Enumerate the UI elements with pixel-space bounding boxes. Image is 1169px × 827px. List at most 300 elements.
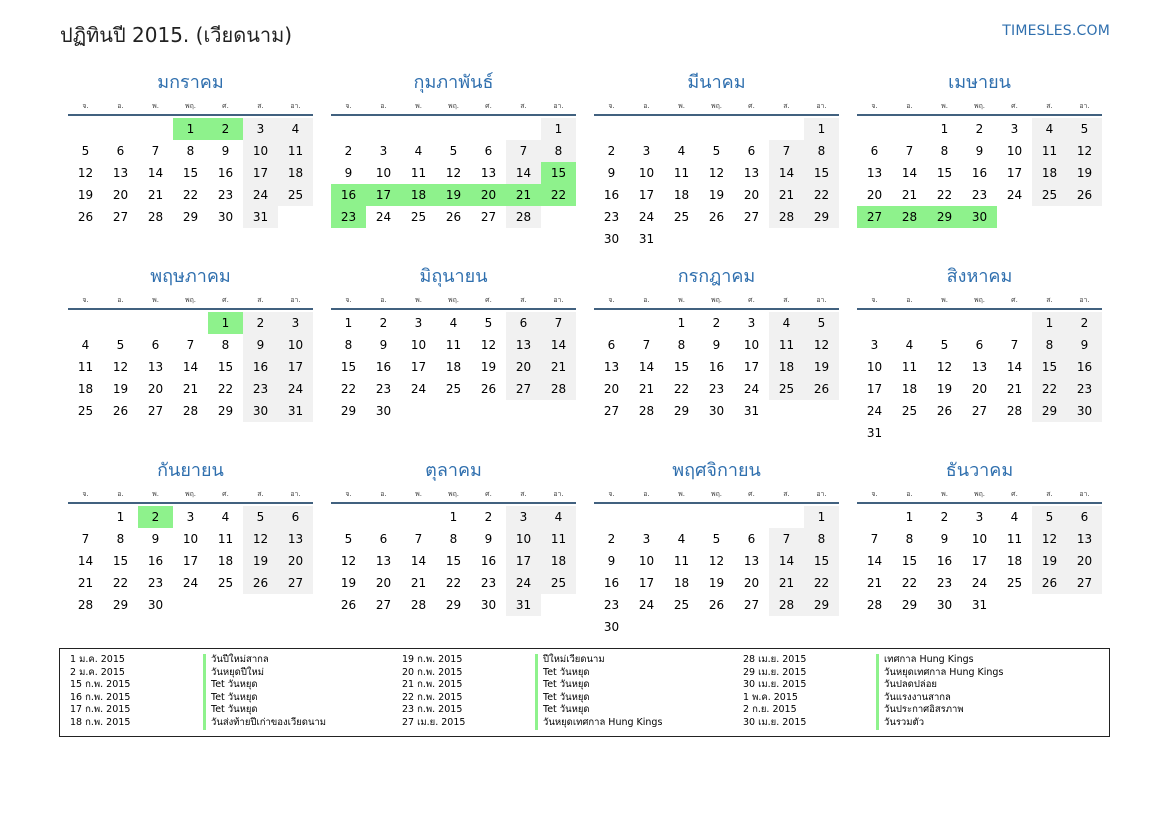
- day-cell: 8: [221, 338, 230, 352]
- weekday-label: พฤ.: [973, 296, 986, 304]
- weekday-label: จ.: [82, 296, 89, 304]
- day-cell: 18: [901, 382, 918, 396]
- day-cell: 24: [243, 184, 278, 206]
- day-cell: 20: [603, 382, 620, 396]
- day-cell: 10: [638, 554, 655, 568]
- header-divider: [331, 114, 576, 116]
- day-cell: 20: [971, 382, 988, 396]
- day-cell: 26: [936, 404, 953, 418]
- holiday-day-cell: 21: [506, 184, 541, 206]
- empty-cell: [769, 118, 804, 140]
- day-cell: 7: [870, 532, 879, 546]
- empty-cell: [629, 118, 664, 140]
- day-cell: 18: [445, 360, 462, 374]
- day-cell: 30: [217, 210, 234, 224]
- day-cell: 3: [414, 316, 423, 330]
- day-cell: 14: [901, 166, 918, 180]
- header-divider: [594, 308, 839, 310]
- day-cell: 12: [708, 166, 725, 180]
- page-title: ปฏิทินปี 2015. (เวียดนาม): [60, 23, 293, 47]
- day-cell: 11: [410, 166, 427, 180]
- weekday-label: ศ.: [748, 102, 755, 110]
- day-cell: 21: [1006, 382, 1023, 396]
- day-cell: 30: [375, 404, 392, 418]
- weekday-label: อ.: [643, 296, 650, 304]
- day-cell: 12: [1032, 528, 1067, 550]
- weekday-label: พฤ.: [447, 490, 460, 498]
- day-cell: 16: [217, 166, 234, 180]
- holiday-row: [70, 704, 326, 717]
- header-divider: [857, 114, 1102, 116]
- day-cell: 11: [673, 166, 690, 180]
- weekday-label: ศ.: [748, 490, 755, 498]
- weekday-header: [331, 488, 576, 500]
- weekday-label: ศ.: [485, 490, 492, 498]
- header-divider: [857, 308, 1102, 310]
- holiday-name: วันประกาศอิสรภาพ: [876, 704, 964, 717]
- day-cell: 12: [112, 360, 129, 374]
- day-cell: 5: [804, 312, 839, 334]
- day-cell: 4: [1032, 118, 1067, 140]
- month-3: [594, 70, 839, 250]
- weekday-label: ส.: [520, 102, 527, 110]
- weekday-label: พฤ.: [447, 102, 460, 110]
- day-cell: 25: [541, 572, 576, 594]
- day-cell: 15: [804, 162, 839, 184]
- day-cell: 22: [1032, 378, 1067, 400]
- empty-cell: [857, 312, 892, 334]
- weekday-label: อา.: [816, 490, 827, 498]
- day-cell: 9: [975, 144, 984, 158]
- weekday-label: พฤ.: [710, 296, 723, 304]
- weekday-label: ศ.: [1011, 490, 1018, 498]
- empty-cell: [892, 118, 927, 140]
- day-cell: 26: [1067, 184, 1102, 206]
- day-cell: 6: [870, 144, 879, 158]
- day-cell: 28: [769, 594, 804, 616]
- day-cell: 27: [112, 210, 129, 224]
- weekday-label: อ.: [643, 490, 650, 498]
- day-cell: 5: [243, 506, 278, 528]
- weekday-label: ศ.: [222, 490, 229, 498]
- holiday-name: ปีใหม่เวียดนาม: [535, 654, 605, 667]
- day-cell: 10: [182, 532, 199, 546]
- day-cell: 15: [112, 554, 129, 568]
- day-cell: 6: [484, 144, 493, 158]
- day-cell: 2: [344, 144, 353, 158]
- day-cell: 3: [642, 532, 651, 546]
- month-name: สิงหาคม: [946, 266, 1013, 287]
- day-cell: 2: [940, 510, 949, 524]
- weekday-header: [331, 294, 576, 306]
- holiday-day-cell: 30: [962, 206, 997, 228]
- day-cell: 13: [971, 360, 988, 374]
- day-cell: 19: [1067, 162, 1102, 184]
- day-cell: 28: [182, 404, 199, 418]
- month-name: ตุลาคม: [425, 460, 482, 481]
- day-cell: 10: [971, 532, 988, 546]
- weekday-label: พ.: [678, 102, 685, 110]
- day-cell: 22: [804, 184, 839, 206]
- day-cell: 8: [940, 144, 949, 158]
- day-cell: 7: [541, 312, 576, 334]
- weekday-label: อา.: [1079, 296, 1090, 304]
- empty-cell: [962, 312, 997, 334]
- day-cell: 16: [243, 356, 278, 378]
- day-cell: 9: [607, 166, 616, 180]
- day-cell: 19: [708, 188, 725, 202]
- day-cell: 10: [278, 334, 313, 356]
- day-cell: 5: [449, 144, 458, 158]
- weekday-label: อา.: [816, 296, 827, 304]
- month-name: พฤษภาคม: [150, 266, 231, 287]
- day-cell: 24: [506, 572, 541, 594]
- site-link[interactable]: TIMESLES.COM: [1002, 23, 1110, 39]
- day-cell: 19: [112, 382, 129, 396]
- day-cell: 7: [905, 144, 914, 158]
- holiday-row: [402, 667, 662, 680]
- weekday-label: ส.: [257, 490, 264, 498]
- day-cell: 27: [506, 378, 541, 400]
- empty-cell: [594, 312, 629, 334]
- holiday-name: วันหยุดปีใหม่: [203, 667, 264, 680]
- day-cell: 18: [673, 188, 690, 202]
- day-cell: 27: [480, 210, 497, 224]
- day-cell: 21: [769, 184, 804, 206]
- day-cell: 4: [449, 316, 458, 330]
- day-cell: 10: [638, 166, 655, 180]
- holiday-date: 17 ก.พ. 2015: [70, 704, 131, 716]
- weekday-label: จ.: [608, 296, 615, 304]
- holiday-name: Tet วันหยุด: [535, 704, 590, 717]
- empty-cell: [103, 312, 138, 334]
- holiday-name: วันปลดปล่อย: [876, 679, 937, 692]
- day-cell: 24: [410, 382, 427, 396]
- day-cell: 22: [217, 382, 234, 396]
- day-cell: 26: [1032, 572, 1067, 594]
- weekday-label: พ.: [415, 102, 422, 110]
- day-cell: 15: [936, 166, 953, 180]
- day-cell: 2: [243, 312, 278, 334]
- month-name: พฤศจิกายน: [672, 460, 761, 481]
- empty-cell: [401, 118, 436, 140]
- weekday-label: อ.: [643, 102, 650, 110]
- day-cell: 26: [804, 378, 839, 400]
- day-cell: 25: [410, 210, 427, 224]
- day-cell: 16: [375, 360, 392, 374]
- weekday-label: ศ.: [222, 102, 229, 110]
- weekday-header: [857, 488, 1102, 500]
- day-grid: [857, 312, 1102, 444]
- day-grid: [68, 118, 313, 228]
- weekday-header: [594, 100, 839, 112]
- day-cell: 11: [1032, 140, 1067, 162]
- day-cell: 6: [379, 532, 388, 546]
- day-cell: 3: [1010, 122, 1019, 136]
- holiday-day-cell: 1: [208, 312, 243, 334]
- month-name: มกราคม: [157, 72, 224, 93]
- weekday-header: [857, 100, 1102, 112]
- month-11: [594, 458, 839, 638]
- day-cell: 15: [673, 360, 690, 374]
- day-cell: 3: [278, 312, 313, 334]
- day-cell: 23: [603, 210, 620, 224]
- holiday-date: 28 เม.ย. 2015: [743, 654, 807, 665]
- day-cell: 28: [769, 206, 804, 228]
- empty-cell: [138, 312, 173, 334]
- day-cell: 26: [708, 598, 725, 612]
- weekday-label: พ.: [152, 102, 159, 110]
- day-grid: [594, 312, 839, 422]
- day-cell: 13: [375, 554, 392, 568]
- day-cell: 25: [278, 184, 313, 206]
- holiday-day-cell: 29: [927, 206, 962, 228]
- day-cell: 8: [116, 532, 125, 546]
- day-cell: 23: [375, 382, 392, 396]
- weekday-label: อ.: [380, 102, 387, 110]
- day-cell: 5: [344, 532, 353, 546]
- weekday-label: ส.: [520, 490, 527, 498]
- day-cell: 26: [708, 210, 725, 224]
- weekday-label: ส.: [783, 490, 790, 498]
- day-cell: 14: [541, 334, 576, 356]
- day-cell: 15: [340, 360, 357, 374]
- day-cell: 9: [712, 338, 721, 352]
- weekday-label: อ.: [117, 102, 124, 110]
- day-cell: 2: [379, 316, 388, 330]
- holiday-name: วันส่งท้ายปีเก่าของเวียดนาม: [203, 717, 326, 730]
- day-cell: 2: [975, 122, 984, 136]
- holiday-date: 30 เม.ย. 2015: [743, 679, 807, 691]
- day-cell: 5: [484, 316, 493, 330]
- holiday-row: [743, 654, 1003, 667]
- weekday-label: ส.: [1046, 490, 1053, 498]
- day-cell: 6: [1067, 506, 1102, 528]
- day-cell: 25: [673, 598, 690, 612]
- day-cell: 12: [340, 554, 357, 568]
- month-name: มีนาคม: [687, 72, 746, 93]
- holiday-date: 1 พ.ค. 2015: [743, 691, 798, 703]
- day-cell: 22: [901, 576, 918, 590]
- empty-cell: [769, 506, 804, 528]
- weekday-header: [857, 294, 1102, 306]
- day-cell: 22: [936, 188, 953, 202]
- day-cell: 1: [804, 506, 839, 528]
- holiday-row: [70, 679, 326, 692]
- weekday-label: พฤ.: [710, 490, 723, 498]
- day-cell: 22: [804, 572, 839, 594]
- month-10: [331, 458, 576, 616]
- day-cell: 27: [147, 404, 164, 418]
- day-grid: [857, 506, 1102, 616]
- day-cell: 2: [607, 144, 616, 158]
- weekday-label: จ.: [608, 102, 615, 110]
- day-cell: 25: [445, 382, 462, 396]
- empty-cell: [401, 506, 436, 528]
- holiday-name: Tet วันหยุด: [203, 704, 258, 717]
- holiday-row: [402, 717, 662, 730]
- day-cell: 4: [221, 510, 230, 524]
- day-cell: 29: [182, 210, 199, 224]
- day-cell: 15: [1032, 356, 1067, 378]
- day-cell: 30: [147, 598, 164, 612]
- empty-cell: [997, 312, 1032, 334]
- day-cell: 8: [1032, 334, 1067, 356]
- header-divider: [857, 502, 1102, 504]
- day-cell: 5: [116, 338, 125, 352]
- holiday-date: 30 เม.ย. 2015: [743, 716, 807, 728]
- day-cell: 7: [506, 140, 541, 162]
- day-grid: [331, 506, 576, 616]
- day-cell: 12: [77, 166, 94, 180]
- day-cell: 25: [673, 210, 690, 224]
- day-cell: 27: [1067, 572, 1102, 594]
- day-cell: 11: [278, 140, 313, 162]
- day-cell: 21: [638, 382, 655, 396]
- holiday-row: [70, 654, 326, 667]
- day-cell: 20: [743, 576, 760, 590]
- day-cell: 12: [1067, 140, 1102, 162]
- day-cell: 27: [971, 404, 988, 418]
- weekday-label: อา.: [553, 296, 564, 304]
- day-cell: 19: [1032, 550, 1067, 572]
- holiday-row: [402, 692, 662, 705]
- empty-cell: [436, 118, 471, 140]
- holiday-date: 1 ม.ค. 2015: [70, 654, 125, 665]
- weekday-label: พ.: [152, 490, 159, 498]
- empty-cell: [927, 312, 962, 334]
- weekday-header: [68, 100, 313, 112]
- day-cell: 24: [375, 210, 392, 224]
- weekday-label: อ.: [117, 296, 124, 304]
- holiday-date: 23 ก.พ. 2015: [402, 704, 463, 716]
- empty-cell: [366, 506, 401, 528]
- weekday-header: [68, 294, 313, 306]
- empty-cell: [594, 118, 629, 140]
- empty-cell: [734, 118, 769, 140]
- day-cell: 30: [603, 620, 620, 634]
- day-cell: 31: [743, 404, 760, 418]
- day-cell: 26: [480, 382, 497, 396]
- day-cell: 29: [217, 404, 234, 418]
- weekday-label: พ.: [941, 296, 948, 304]
- day-cell: 18: [77, 382, 94, 396]
- day-cell: 3: [870, 338, 879, 352]
- weekday-label: ศ.: [485, 296, 492, 304]
- day-cell: 1: [1032, 312, 1067, 334]
- day-cell: 24: [743, 382, 760, 396]
- day-cell: 5: [712, 532, 721, 546]
- empty-cell: [331, 118, 366, 140]
- day-cell: 12: [936, 360, 953, 374]
- holiday-name: เทศกาล Hung Kings: [876, 654, 974, 667]
- day-cell: 29: [804, 594, 839, 616]
- holiday-row: [402, 679, 662, 692]
- weekday-label: พ.: [941, 490, 948, 498]
- day-cell: 22: [182, 188, 199, 202]
- day-cell: 11: [445, 338, 462, 352]
- day-cell: 12: [708, 554, 725, 568]
- weekday-label: ส.: [783, 102, 790, 110]
- holiday-day-cell: 18: [401, 184, 436, 206]
- day-cell: 28: [638, 404, 655, 418]
- holiday-column-3: [743, 654, 1003, 730]
- day-cell: 31: [506, 594, 541, 616]
- month-name: กันยายน: [157, 460, 224, 481]
- day-cell: 13: [480, 166, 497, 180]
- day-cell: 17: [410, 360, 427, 374]
- day-cell: 8: [186, 144, 195, 158]
- weekday-label: ศ.: [1011, 102, 1018, 110]
- day-cell: 3: [642, 144, 651, 158]
- weekday-label: อา.: [816, 102, 827, 110]
- day-cell: 24: [278, 378, 313, 400]
- day-cell: 21: [866, 576, 883, 590]
- holiday-date: 19 ก.พ. 2015: [402, 654, 463, 665]
- day-cell: 28: [541, 378, 576, 400]
- day-cell: 18: [217, 554, 234, 568]
- day-cell: 19: [804, 356, 839, 378]
- day-cell: 23: [147, 576, 164, 590]
- day-cell: 23: [480, 576, 497, 590]
- empty-cell: [331, 506, 366, 528]
- day-cell: 2: [1067, 312, 1102, 334]
- day-cell: 18: [1032, 162, 1067, 184]
- day-cell: 26: [445, 210, 462, 224]
- day-cell: 23: [243, 378, 278, 400]
- day-cell: 15: [804, 550, 839, 572]
- header-divider: [331, 308, 576, 310]
- holiday-date: 29 เม.ย. 2015: [743, 666, 807, 678]
- day-cell: 10: [1006, 144, 1023, 158]
- weekday-header: [594, 488, 839, 500]
- day-cell: 3: [379, 144, 388, 158]
- header-divider: [68, 502, 313, 504]
- day-cell: 1: [940, 122, 949, 136]
- day-cell: 5: [1067, 118, 1102, 140]
- day-cell: 2: [607, 532, 616, 546]
- day-cell: 13: [743, 166, 760, 180]
- day-cell: 7: [151, 144, 160, 158]
- day-cell: 10: [866, 360, 883, 374]
- day-cell: 22: [445, 576, 462, 590]
- weekday-label: อ.: [380, 296, 387, 304]
- day-cell: 9: [484, 532, 493, 546]
- weekday-label: ศ.: [1011, 296, 1018, 304]
- day-cell: 13: [603, 360, 620, 374]
- day-cell: 22: [112, 576, 129, 590]
- day-cell: 16: [708, 360, 725, 374]
- day-cell: 25: [1032, 184, 1067, 206]
- month-2: [331, 70, 576, 228]
- day-cell: 8: [449, 532, 458, 546]
- weekday-label: พ.: [415, 490, 422, 498]
- day-cell: 27: [375, 598, 392, 612]
- weekday-label: ส.: [1046, 102, 1053, 110]
- day-cell: 3: [747, 316, 756, 330]
- day-cell: 18: [541, 550, 576, 572]
- day-cell: 6: [506, 312, 541, 334]
- day-cell: 23: [1067, 378, 1102, 400]
- day-cell: 24: [1006, 188, 1023, 202]
- day-cell: 7: [186, 338, 195, 352]
- day-cell: 4: [905, 338, 914, 352]
- header-divider: [68, 114, 313, 116]
- holiday-day-cell: 19: [436, 184, 471, 206]
- day-cell: 23: [603, 598, 620, 612]
- day-cell: 14: [638, 360, 655, 374]
- weekday-label: พฤ.: [184, 296, 197, 304]
